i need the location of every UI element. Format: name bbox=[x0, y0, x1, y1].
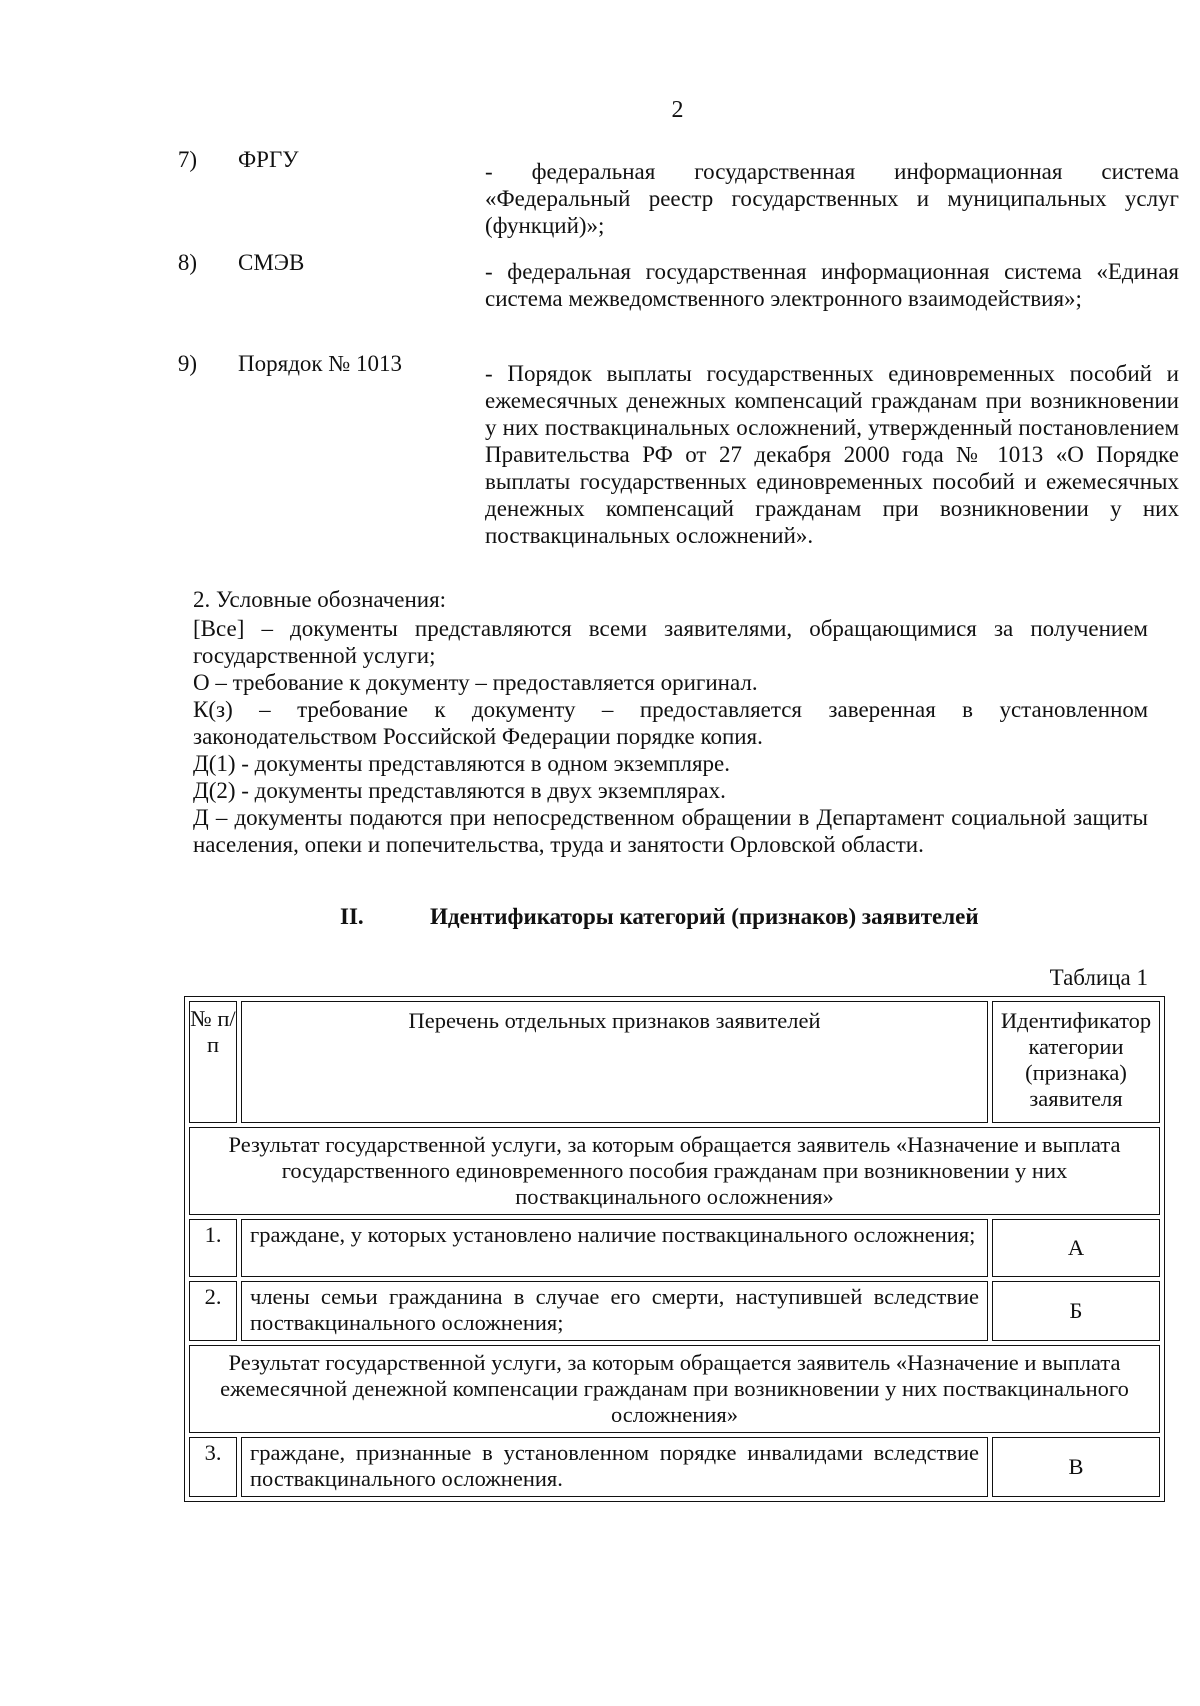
abbreviation-term: Порядок № 1013 bbox=[238, 351, 403, 376]
table-group-row bbox=[189, 1127, 1160, 1215]
legend-item: [Все] – документы представляются всеми заявителями, обращающимися за получением государственной услуги; bbox=[193, 616, 1148, 668]
legend-item: Д(1) - документы представляются в одном экземпляре. bbox=[193, 751, 731, 776]
row-feature: члены семьи гражданина в случае его смерти, наступившей вследствие поствакцинального осложнения; bbox=[241, 1281, 988, 1341]
table-row bbox=[189, 1219, 1160, 1277]
result-description: Результат государственной услуги, за которым обращается заявитель «Назначение и выплата государственного единовременного пособия гражданам при возникновении у них поствакцинального осложнения» bbox=[189, 1127, 1160, 1215]
section-heading bbox=[340, 903, 979, 930]
legend-item: Д – документы подаются при непосредственном обращении в Департамент социальной защиты населения, опеки и попечительства, труда и занятости Орловской области. bbox=[193, 805, 1148, 857]
abbreviation-definition: - Порядок выплаты государственных единовременных пособий и ежемесячных денежных компенсаций гражданам при возникновении у них поствакцинальных осложнений, утвержденный постановлением Правительства РФ от 27 декабря 2000 года № 1013 «О Порядке выплаты государственных единовременных пособий и ежемесячных денежных компенсаций гражданам при возникновении у них поствакцинальных осложнений». bbox=[485, 361, 1179, 548]
row-number: 3. bbox=[189, 1437, 237, 1497]
header-features-list: Перечень отдельных признаков заявителей bbox=[241, 1001, 988, 1123]
row-identifier: Б bbox=[992, 1281, 1160, 1341]
table-row bbox=[189, 1437, 1160, 1497]
table-caption: Таблица 1 bbox=[1049, 965, 1148, 990]
table-group-row bbox=[189, 1345, 1160, 1433]
table-header-row bbox=[189, 1001, 1160, 1123]
legend-item: К(з) – требование к документу – предоставляется заверенная в установленном законодательством Российской Федерации порядке копия. bbox=[193, 697, 1148, 749]
header-identifier: Идентификатор категории (признака) заявителя bbox=[992, 1001, 1160, 1123]
abbreviation-number: 9) bbox=[177, 351, 197, 376]
abbreviation-definition: - федеральная государственная информационная система «Федеральный реестр государственных и муниципальных услуг (функций)»; bbox=[485, 159, 1179, 238]
table-row bbox=[189, 1281, 1160, 1341]
row-number: 1. bbox=[189, 1219, 237, 1277]
row-identifier: В bbox=[992, 1437, 1160, 1497]
section-number: II. bbox=[340, 904, 364, 929]
legend-block bbox=[193, 586, 1148, 858]
row-feature: граждане, признанные в установленном порядке инвалидами вследствие поствакцинального осложнения. bbox=[241, 1437, 988, 1497]
header-number: № п/п bbox=[189, 1001, 237, 1123]
section-title: Идентификаторы категорий (признаков) заявителей bbox=[430, 904, 979, 929]
abbreviation-term: ФРГУ bbox=[238, 147, 299, 172]
legend-item: О – требование к документу – предоставляется оригинал. bbox=[193, 670, 758, 695]
result-description: Результат государственной услуги, за которым обращается заявитель «Назначение и выплата ежемесячной денежной компенсации гражданам при возникновении у них поствакцинального осложнения» bbox=[189, 1345, 1160, 1433]
legend-title: 2. Условные обозначения: bbox=[193, 587, 447, 612]
page-number: 2 bbox=[671, 97, 684, 123]
row-feature: граждане, у которых установлено наличие поствакцинального осложнения; bbox=[241, 1219, 988, 1277]
abbreviation-number: 7) bbox=[177, 147, 197, 172]
row-identifier: А bbox=[992, 1219, 1160, 1277]
abbreviation-number: 8) bbox=[177, 250, 197, 275]
abbreviation-definition: - федеральная государственная информационная система «Единая система межведомственного электронного взаимодействия»; bbox=[485, 259, 1179, 311]
abbreviation-term: СМЭВ bbox=[238, 250, 305, 275]
row-number: 2. bbox=[189, 1281, 237, 1341]
legend-item: Д(2) - документы представляются в двух экземплярах. bbox=[193, 778, 726, 803]
applicant-categories-table bbox=[184, 996, 1165, 1502]
